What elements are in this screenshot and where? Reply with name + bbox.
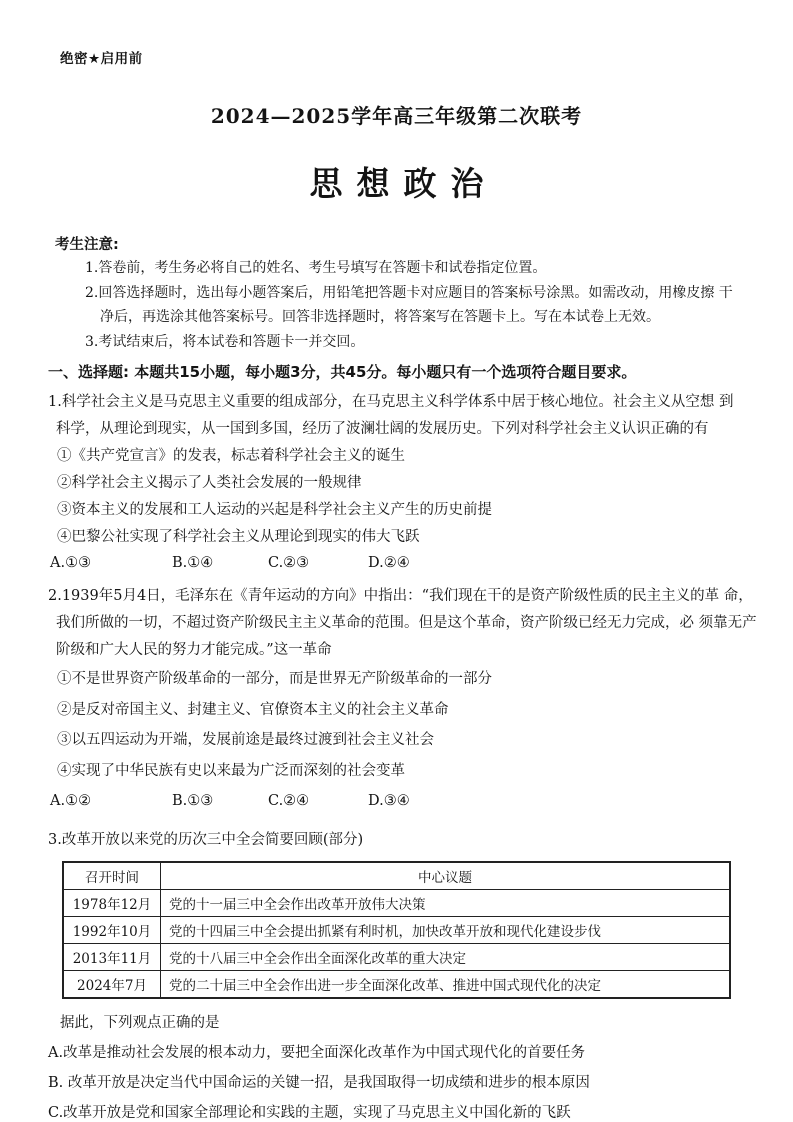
table-row <box>63 890 730 917</box>
table-cell-time: 1992年10月 <box>63 917 161 944</box>
question-2-stem-line-3: 阶级和广大人民的努力才能完成。”这一革命 <box>56 642 332 659</box>
question-1 <box>48 389 745 575</box>
question-1-statement-4: ④巴黎公社实现了科学社会主义从理论到现实的伟大飞跃 <box>57 529 420 546</box>
table-header-time: 召开时间 <box>63 862 161 890</box>
question-1-option-d: D.②④ <box>368 555 410 572</box>
exam-title: 2024—2025学年高三年级第二次联考 <box>210 104 583 128</box>
question-1-option-a: A.①③ <box>50 555 92 572</box>
notice-item-1: 1.答卷前，考生务必将自己的姓名、考生号填写在答题卡和试卷指定位置。 <box>85 260 547 276</box>
question-3-followup: 据此，下列观点正确的是 <box>60 1015 220 1032</box>
question-3-option-b: B. 改革开放是决定当代中国命运的关键一招，是我国取得一切成绩和进步的根本原因 <box>48 1075 590 1092</box>
question-2-stem-line-2: 我们所做的一切，不超过资产阶级民主主义革命的范围。但是这个革命，资产阶级已经无力完成，必 须靠无产 <box>56 615 757 632</box>
paper-content <box>0 234 793 1122</box>
question-1-statement-2: ②科学社会主义揭示了人类社会发展的一般规律 <box>57 475 362 492</box>
question-2-statement-3: ③以五四运动为开端，发展前途是最终过渡到社会主义社会 <box>57 732 434 749</box>
table-row <box>63 971 730 999</box>
table-row <box>63 944 730 971</box>
table-cell-topic: 党的十八届三中全会作出全面深化改革的重大决定 <box>161 944 731 971</box>
question-3-option-a: A.改革是推动社会发展的根本动力，要把全面深化改革作为中国式现代化的首要任务 <box>48 1045 586 1062</box>
question-1-option-b: B.①④ <box>172 555 214 572</box>
question-2-statement-2: ②是反对帝国主义、封建主义、官僚资本主义的社会主义革命 <box>57 701 449 718</box>
question-1-statement-1: ①《共产党宣言》的发表，标志着科学社会主义的诞生 <box>57 448 405 465</box>
subject-title: 思想政治 <box>309 164 498 203</box>
table-cell-topic: 党的十一届三中全会作出改革开放伟大决策 <box>161 890 731 917</box>
table-cell-topic: 党的十四届三中全会提出抓紧有利时机，加快改革开放和现代化建设步伐 <box>161 917 731 944</box>
notice-item-3: 3.考试结束后，将本试卷和答题卡一并交回。 <box>85 333 365 350</box>
question-2-option-d: D.③④ <box>368 793 410 810</box>
notice-item-2-line-2: 净后，再选涂其他答案标号。回答非选择题时，将答案写在答题卡上。写在本试卷上无效。 <box>100 309 660 326</box>
question-2-options <box>48 786 745 816</box>
table-cell-topic: 党的二十届三中全会作出进一步全面深化改革、推进中国式现代化的决定 <box>161 971 731 999</box>
question-1-option-c: C.②③ <box>268 555 310 572</box>
section-1-heading: 一、选择题: 本题共15小题，每小题3分，共45分。每小题只有一个选项符合题目要求。 <box>48 363 637 382</box>
question-2-option-a: A.①② <box>50 793 92 810</box>
question-3-option-c: C.改革开放是党和国家全部理论和实践的主题，实现了马克思主义中国化新的飞跃 <box>48 1105 571 1122</box>
question-1-statement-3: ③资本主义的发展和工人运动的兴起是科学社会主义产生的历史前提 <box>57 502 492 519</box>
question-2 <box>48 583 757 816</box>
notice-label: 考生注意: <box>55 237 119 253</box>
plenary-sessions-table <box>62 861 731 999</box>
table-row <box>63 917 730 944</box>
notice-item-2-line-1: 2.回答选择题时，选出每小题答案后，用铅笔把答题卡对应题目的答案标号涂黑。如需改动，用橡皮擦 干 <box>85 284 733 301</box>
table-header-row <box>63 862 730 890</box>
question-2-stem-line-1: 2.1939年5月4日，毛泽东在《青年运动的方向》中指出：“我们现在干的是资产阶级性质的民主主义的革 命， <box>48 588 753 605</box>
table-header-topic: 中心议题 <box>161 862 731 890</box>
question-2-statement-1: ①不是世界资产阶级革命的一部分，而是世界无产阶级革命的一部分 <box>57 671 492 688</box>
table-cell-time: 2013年11月 <box>63 944 161 971</box>
question-1-stem-line-2: 科学，从理论到现实，从一国到多国，经历了波澜壮阔的发展历史。下列对科学社会主义认识正确的有 <box>56 421 709 438</box>
table-cell-time: 2024年7月 <box>63 971 161 999</box>
question-1-options <box>48 552 745 575</box>
question-3-options <box>48 1038 745 1122</box>
question-2-option-b: B.①③ <box>172 793 214 810</box>
question-1-stem-line-1: 1.科学社会主义是马克思主义重要的组成部分，在马克思主义科学体系中居于核心地位。社会主义从空想 到 <box>48 394 734 411</box>
question-3-stem: 3.改革开放以来党的历次三中全会简要回顾(部分) <box>48 832 364 849</box>
classification-label: 绝密★启用前 <box>60 51 143 67</box>
table-cell-time: 1978年12月 <box>63 890 161 917</box>
question-3 <box>48 827 745 1122</box>
candidate-notice <box>55 234 745 354</box>
question-2-option-c: C.②④ <box>268 793 310 810</box>
question-2-statement-4: ④实现了中华民族有史以来最为广泛而深刻的社会变革 <box>57 762 405 779</box>
